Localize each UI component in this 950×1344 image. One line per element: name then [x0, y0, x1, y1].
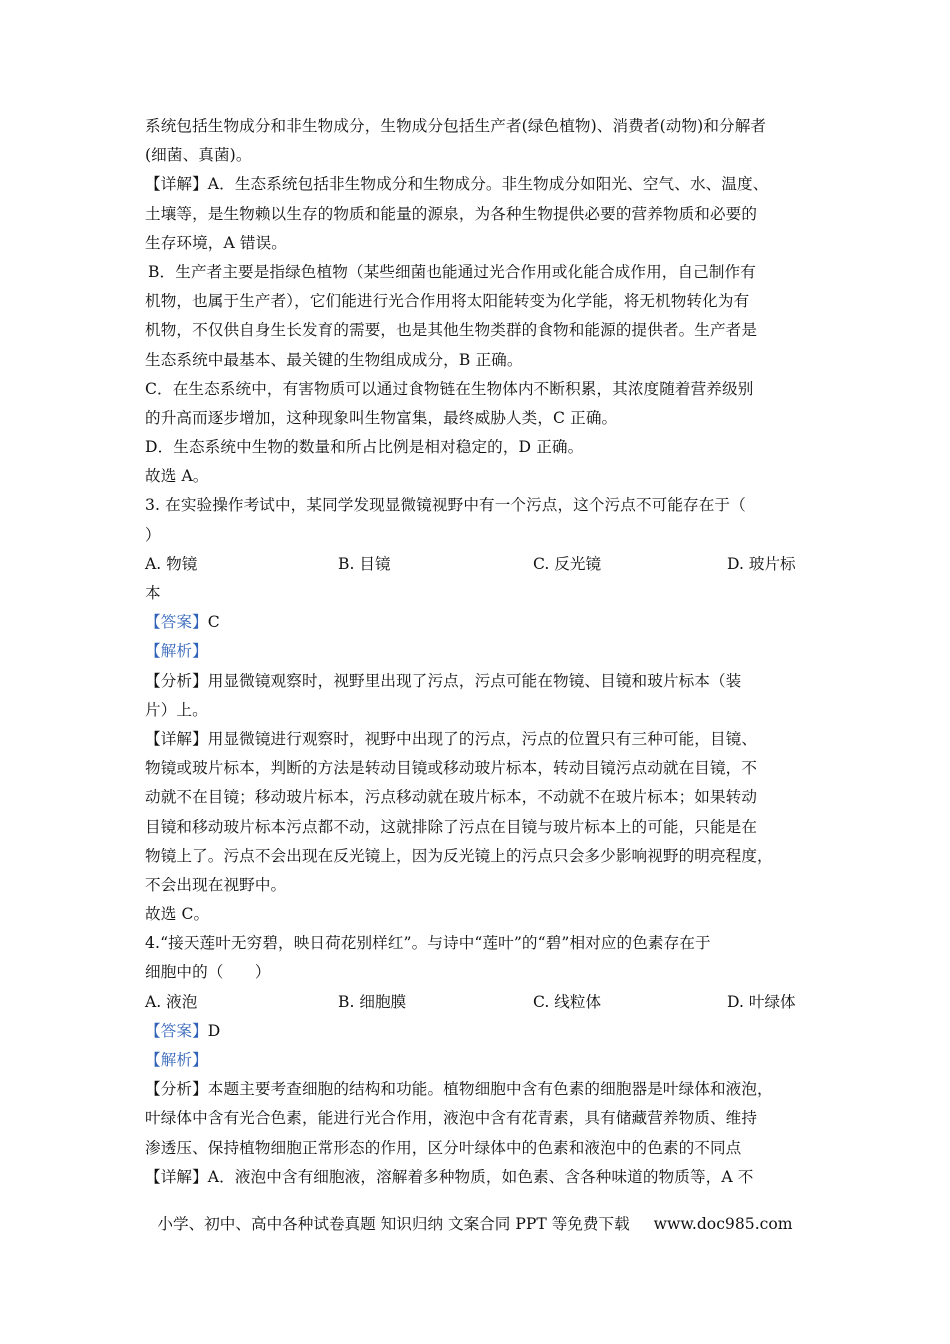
text-line: 【详解】用显微镜进行观察时，视野中出现了的污点，污点的位置只有三种可能，目镜、	[145, 729, 758, 748]
answer-tag: 【答案】	[145, 1021, 208, 1040]
answer-line	[145, 608, 805, 637]
footer-text: 小学、初中、高中各种试卷真题 知识归纳 文案合同 PPT 等免费下载	[157, 1215, 630, 1233]
option-a: A. 液泡	[145, 992, 198, 1011]
text-line: 生存环境，A 错误。	[145, 233, 287, 252]
option-b: B. 目镜	[338, 554, 391, 573]
question-4-options	[145, 988, 805, 1017]
text-line: 【详解】A．生态系统包括非生物成分和生物成分。非生物成分如阳光、空气、水、温度、	[145, 175, 769, 194]
question-4-stem: 4.“接天莲叶无穷碧，映日荷花别样红”。与诗中“莲叶”的“碧”相对应的色素存在于	[145, 934, 711, 953]
text-line: (细菌、真菌)。	[145, 146, 252, 165]
question-4-stem-cont: 细胞中的（ ）	[145, 963, 271, 982]
question-3-stem-cont: ）	[145, 525, 161, 544]
analysis-tag: 【解析】	[145, 1051, 208, 1069]
option-b: B. 细胞膜	[338, 992, 407, 1011]
text-line: 土壤等，是生物赖以生存的物质和能量的源泉，为各种生物提供必要的营养物质和必要的	[145, 204, 758, 223]
answer-value: D	[207, 1021, 221, 1040]
question-3-options	[145, 550, 805, 579]
text-line: 故选 A。	[145, 467, 209, 486]
analysis-tag: 【解析】	[145, 642, 208, 661]
text-line: C．在生态系统中，有害物质可以通过食物链在生物体内不断积累，其浓度随着营养级别	[145, 379, 754, 398]
text-line: D．生态系统中生物的数量和所占比例是相对稳定的，D 正确。	[145, 438, 584, 457]
text-line: 目镜和移动玻片标本污点都不动，这就排除了污点在目镜与玻片标本上的可能，只能是在	[145, 817, 758, 836]
text-line: 【详解】A．液泡中含有细胞液，溶解着多种物质，如色素、含各种味道的物质等，A 不	[145, 1167, 754, 1186]
option-d: D. 叶绿体	[727, 992, 796, 1011]
text-line: 机物，不仅供自身生长发育的需要，也是其他生物类群的食物和能源的提供者。生产者是	[145, 321, 758, 340]
text-line: 叶绿体中含有光合色素，能进行光合作用，液泡中含有花青素，具有储藏营养物质、维持	[145, 1109, 758, 1128]
answer-tag: 【答案】	[145, 613, 208, 632]
answer-value: C	[207, 613, 220, 632]
footer-url[interactable]: www.doc985.com	[653, 1215, 793, 1233]
text-line: 机物，也属于生产者），它们能进行光合作用将太阳能转变为化学能，将无机物转化为有	[145, 292, 750, 311]
text-line: B．生产者主要是指绿色植物（某些细菌也能通过光合作用或化能合成作用，自己制作有	[148, 262, 756, 281]
analysis-line	[145, 1046, 805, 1075]
text-line: 渗透压、保持植物细胞正常形态的作用，区分叶绿体中的色素和液泡中的色素的不同点	[145, 1138, 742, 1157]
option-c: C. 线粒体	[533, 992, 602, 1011]
text-line: 物镜或玻片标本，判断的方法是转动目镜或移动玻片标本，转动目镜污点动就在目镜，不	[145, 759, 758, 778]
page-footer	[0, 1211, 950, 1237]
text-line: 不会出现在视野中。	[145, 875, 287, 894]
option-d-wrap: 本	[145, 584, 161, 602]
option-d: D. 玻片标	[727, 554, 796, 573]
text-line: 【分析】用显微镜观察时，视野里出现了污点，污点可能在物镜、目镜和玻片标本（装	[145, 671, 742, 690]
text-line: 片）上。	[145, 700, 208, 719]
option-a: A. 物镜	[145, 554, 198, 573]
question-3-stem: 3. 在实验操作考试中，某同学发现显微镜视野中有一个污点，这个污点不可能存在于（	[145, 496, 746, 515]
document-body	[145, 112, 805, 1192]
text-line: 生态系统中最基本、最关键的生物组成成分，B 正确。	[145, 350, 523, 369]
text-line: 物镜上了。污点不会出现在反光镜上，因为反光镜上的污点只会多少影响视野的明亮程度，	[145, 846, 773, 865]
text-line: 系统包括生物成分和非生物成分，生物成分包括生产者(绿色植物)、消费者(动物)和分解者	[145, 117, 767, 135]
answer-line	[145, 1017, 805, 1046]
analysis-line	[145, 637, 805, 666]
option-c: C. 反光镜	[533, 554, 602, 573]
text-line: 的升高而逐步增加，这种现象叫生物富集，最终威胁人类，C 正确。	[145, 408, 618, 427]
text-line: 【分析】本题主要考查细胞的结构和功能。植物细胞中含有色素的细胞器是叶绿体和液泡，	[145, 1080, 773, 1099]
text-line: 动就不在目镜；移动玻片标本，污点移动就在玻片标本，不动就不在玻片标本；如果转动	[145, 788, 758, 807]
text-line: 故选 C。	[145, 905, 210, 924]
